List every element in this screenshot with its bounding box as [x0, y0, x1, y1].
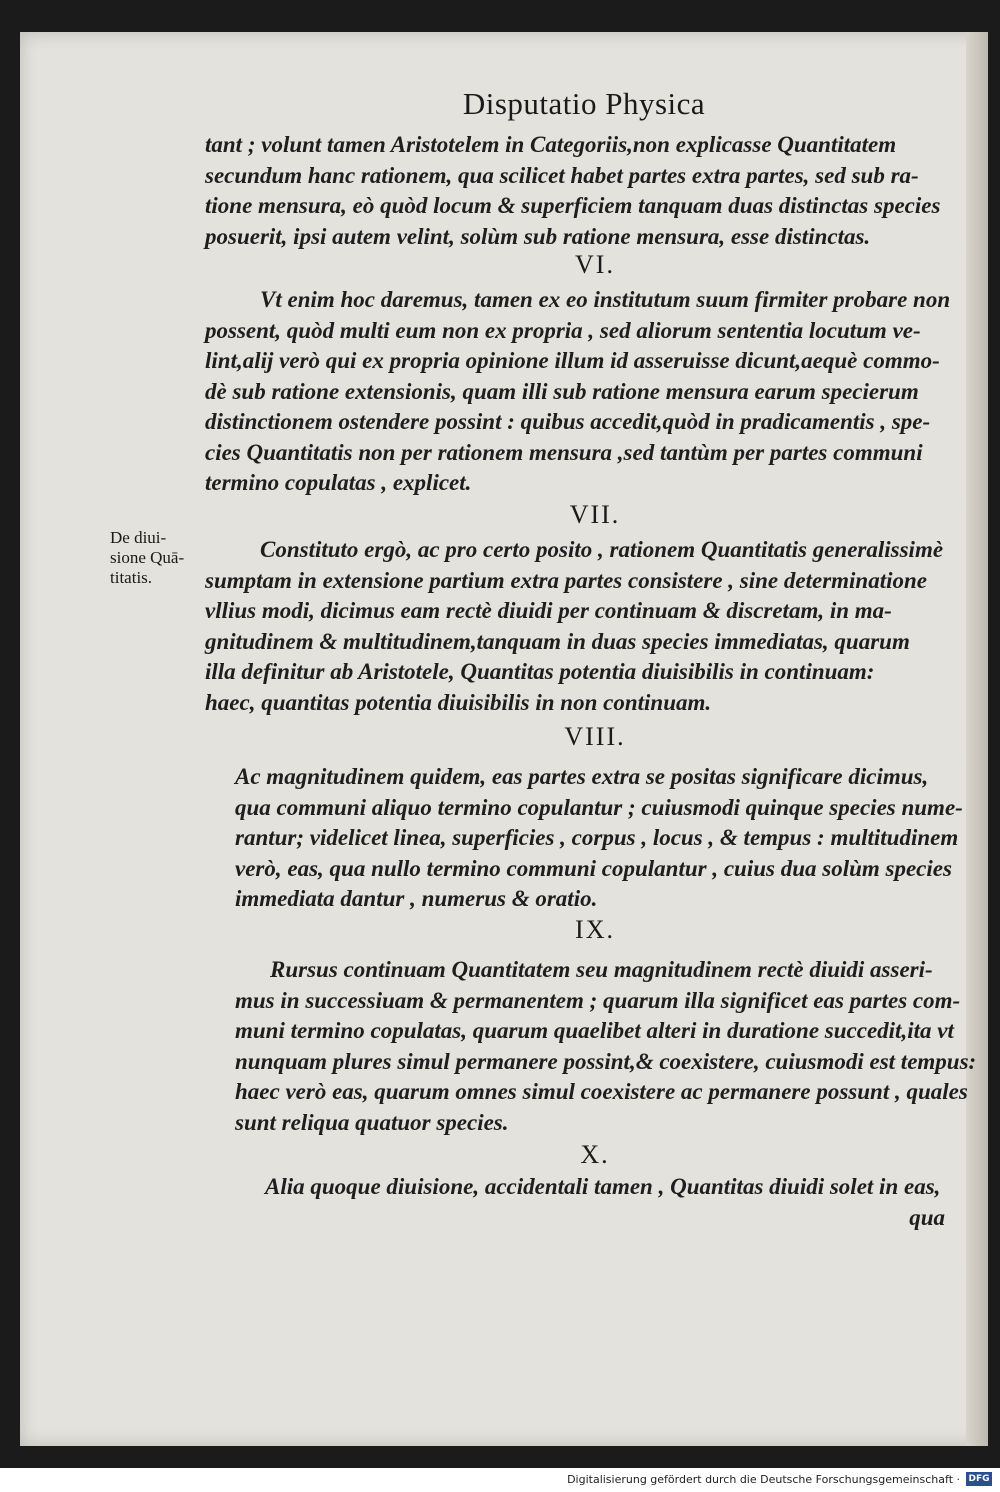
paragraph-ix — [205, 955, 977, 1138]
text-line: Ac magnitudinem quidem, eas partes extra se positas significare dicimus, — [235, 764, 929, 789]
section-heading-ix: IX. — [575, 915, 615, 944]
paragraph-intro — [205, 130, 945, 252]
text-line: muni termino copulatas, quarum quaelibet alteri in duratione succedit,ita vt — [235, 1018, 954, 1043]
text-line: distinctionem ostendere possint : quibus accedit,quòd in pradicamentis , spe- — [205, 409, 931, 434]
paragraph-vi — [205, 285, 951, 499]
text-line: tione mensura, eò quòd locum & superficiem tanquam duas distinctas species — [205, 193, 941, 218]
text-line: secundum hanc rationem, qua scilicet habet partes extra partes, sed sub ra- — [205, 162, 919, 188]
paragraph-vii — [205, 535, 945, 718]
text-line: illa definitur ab Aristotele, Quantitas potentia diuisibilis in continuam: — [205, 659, 875, 684]
text-line: Vt enim hoc daremus, tamen ex eo institutum suum firmiter probare non — [260, 287, 951, 312]
footer-bar — [0, 1468, 1000, 1492]
text-line: dè sub ratione extensionis, quam illi sub ratione mensura earum specierum — [205, 378, 919, 404]
text-line: gnitudinem & multitudinem,tanquam in duas species immediatas, quarum — [205, 628, 910, 654]
text-line: haec, quantitas potentia diuisibilis in non continuam. — [205, 689, 712, 715]
text-line: rantur; videlicet linea, superficies , corpus , locus , & tempus : multitudinem — [235, 825, 959, 850]
paragraph-viii — [205, 762, 963, 915]
text-line: lint,alij verò qui ex propria opinione illum id asseruisse dicunt,aequè commo- — [205, 348, 940, 373]
text-line: verò, eas, qua nullo termino communi copulantur , cuius dua solùm species — [235, 855, 952, 881]
text-line: sumptam in extensione partium extra partes consistere , sine determinatione — [205, 567, 927, 593]
text-line: vllius modi, dicimus eam rectè diuidi per continuam & discretam, in ma- — [205, 598, 892, 623]
paragraph-x — [205, 1172, 945, 1233]
text-line: Constituto ergò, ac pro certo posito , rationem Quantitatis generalissimè — [260, 537, 944, 562]
text-line: sunt reliqua quatuor species. — [235, 1109, 509, 1135]
section-heading-viii: VIII. — [564, 722, 626, 751]
margin-note-line: De diui- — [110, 528, 167, 547]
text-line: nunquam plures simul permanere possint,& coexistere, cuiusmodi est tempus: — [235, 1048, 977, 1074]
margin-note-line: sione Quā- — [110, 548, 185, 567]
section-heading-vi: VI. — [575, 250, 615, 279]
text-line: haec verò eas, quarum omnes simul coexistere ac permanere possunt , quales — [235, 1079, 968, 1104]
section-heading-x: X. — [580, 1140, 610, 1169]
running-head — [20, 86, 988, 122]
dfg-logo-icon: DFG — [966, 1472, 992, 1486]
text-line: tant ; volunt tamen Aristotelem in Categoriis,non explicasse Quantitatem — [205, 132, 897, 157]
text-line: possent, quòd multi eum non ex propria , sed aliorum sententia locutum ve- — [205, 317, 921, 343]
margin-note — [110, 528, 205, 588]
text-line: qua communi aliquo termino copulantur ; cuiusmodi quinque species nume- — [235, 794, 963, 820]
text-line: cies Quantitatis non per rationem mensura ,sed tantùm per partes communi — [205, 439, 923, 465]
text-line: Alia quoque diuisione, accidentali tamen , Quantitas diuidi solet in eas, — [265, 1174, 941, 1199]
text-line: Rursus continuam Quantitatem seu magnitudinem rectè diuidi asseri- — [270, 957, 933, 982]
text-line: immediata dantur , numerus & oratio. — [235, 886, 598, 911]
text-line: posuerit, ipsi autem velint, solùm sub ratione mensura, esse distinctas. — [205, 223, 871, 249]
running-head-text: Disputatio Physica — [462, 86, 706, 121]
section-heading-vii: VII. — [569, 500, 621, 529]
margin-note-line: titatis. — [110, 568, 153, 587]
text-line: mus in successiuam & permanentem ; quarum illa significet eas partes com- — [235, 987, 961, 1013]
footer-credit: Digitalisierung gefördert durch die Deutsche Forschungsgemeinschaft · — [567, 1473, 960, 1486]
text-line: termino copulatas , explicet. — [205, 470, 472, 495]
catchword: qua — [909, 1204, 945, 1230]
